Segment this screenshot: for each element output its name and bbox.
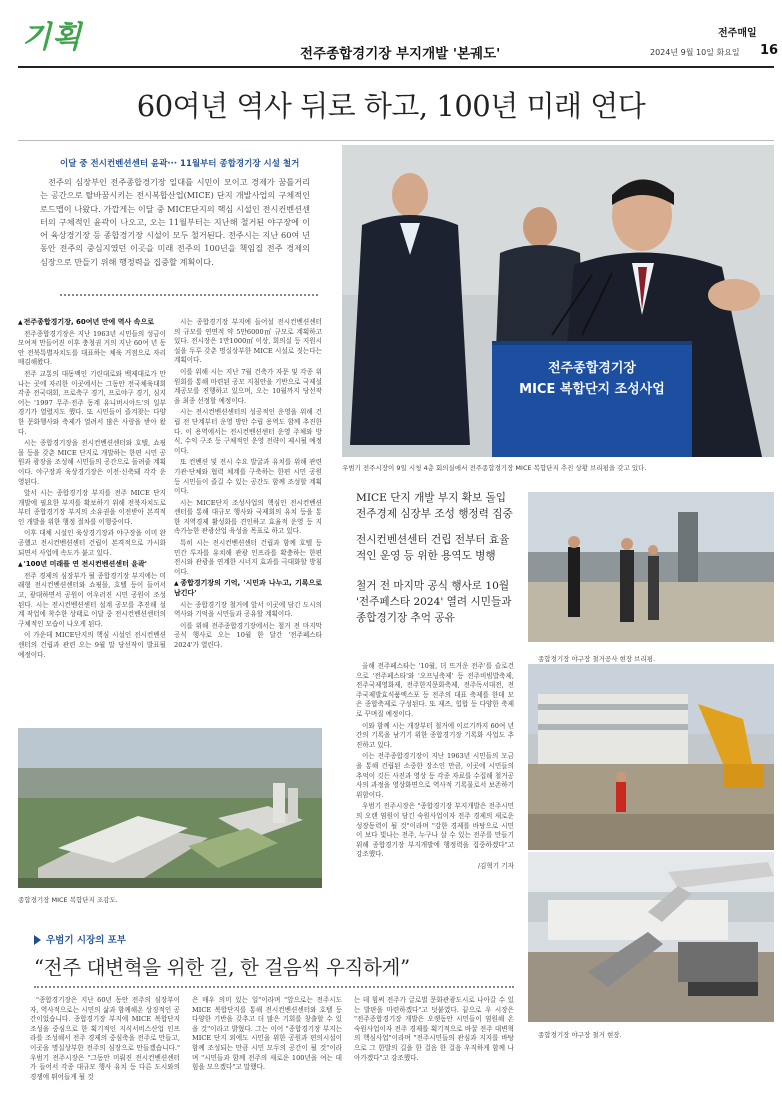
paragraph: 우범기 전주시장은 "종합경기장 부지개발은 전주시민의 오랜 염원이 담긴 숙원사업이자 전주 경제의 새로운 성장동력이 될 것"이라며 "강한 경제를 바탕으로 시민이 보다 빛나는 전주, 누구나 살 수 있는 전주를 만들기 위해 종합경기장 부지개발에 행정력을 집중하겠다"고 강조했다. (356, 802, 514, 859)
paragraph: 전주 경제의 심장부가 될 종합경기장 부지에는 미래형 전시컨벤션센터와 쇼핑몰, 호텔 등이 들어서고, 광대하면서 공원이 어우러진 시민 공원이 조성된다. 시는 전시컨벤션센터 설계 공모를 추진해 설계 작업에 착수한 상태로 이달 중 전시컨벤션센터의 구체적인 모습이 나오게 된다. (18, 571, 166, 628)
demolition-photo-2 (528, 664, 774, 850)
paragraph: "종합경기장은 지난 60년 동안 전주의 심장부이자, 역사적으로는 시민의 삶과 함께해온 상징적인 공간이었습니다. 종합경기장 부지에 MICE 복합단지 조성을 중심으로 한 획기적인 지식서비스산업 인프라를 조성해서 전주 경제의 중심축을 전주로 만들고, 이곳을 명실상부한 전주의 심장으로 만들겠습니다." 우범기 전주시장은 "그동안 미뤄진 전시컨벤션센터가 들어서 각종 대규모 행사 유치 등 다른 도시와의 경쟁에 뛰어들게 될 것 (30, 996, 180, 1081)
paragraph: 앞서 시는 종합경기장 부지를 전주 MICE 단지 개발에 필요한 부지를 확보하기 위해 전북자치도로부터 종합경기장 부지의 소유권을 이전받아 본격적인 개발을 위한 행정 절차를 이행중이다. (18, 489, 166, 526)
aerial-rendering-illustration (18, 728, 322, 888)
interview-divider (34, 986, 514, 988)
paper-name: 전주매일 (718, 28, 757, 39)
main-photo-caption: 우범기 전주시장이 9일 시청 4층 회의실에서 전주종합경기장 MICE 복합단지 추진 상황 브리핑을 갖고 있다. (342, 464, 647, 472)
paragraph: 시는 종합경기장 철거에 앞서 이곳에 담긴 도시의 역사와 기억을 시민들과 공유할 계획이다. (174, 600, 322, 619)
demolition-photo-1 (528, 492, 774, 642)
paragraph: 시는 종합경기장 부지에 들어설 전시컨벤션센터의 규모를 연면적 약 5만6000㎡ 규모로 계획하고 있다. 전시장은 1만1000㎡ 이상, 회의실 등 지원시설을 두루 갖춘 명실상부한 MICE 시설로 짓는다는 계획이다. (174, 318, 322, 365)
paragraph: 은 매우 의미 있는 일"이라며 "앞으로는 전주시도 MICE 복합단지를 통해 전시컨벤션센터와 호텔 등 다양한 기반을 갖추고 더 많은 기회를 창출할 수 있을 것"이라고 밝혔다. 그는 이어 "종합경기장 부지는 MICE 단지 외에도 시민을 위한 공원과 편의시설이 함께 조성되는 만큼 시민 모두의 공간이 될 것"이라며 "시민들과 함께 전주의 새로운 100년을 여는 데 힘을 모으겠다"고 말했다. (192, 996, 342, 1072)
issue-date: 2024년 9월 10일 화요일 (650, 48, 740, 57)
lead-paragraph: 전주의 심장부인 전주종합경기장 일대를 시민이 모이고 경제가 꿈틀거리는 공간으로 탈바꿈시키는 전시복합산업(MICE) 단지 개발사업의 구체적인 로드맵이 나왔다. 가깝게는 이달 중 MICE단지의 핵심 시설인 전시컨벤션센터의 구체적인 윤곽이 나오고, 오는 11월부터는 지난해 철거된 야구장에 이어 육상경기장 등 종합경기장 시설이 모두 철거된다. 전주시는 지난 60여 년 동안 전주의 중심지였던 이곳을 미래 전주의 100년을 책임질 전주 경제의 심장으로 만들기 위해 행정력을 집중할 계획이다. (40, 177, 310, 267)
briefing-scene-illustration (342, 145, 774, 457)
interview-label: 우범기 시장의 포부 (46, 935, 127, 946)
rendering-caption: 종합경기장 MICE 복합단지 조감도. (18, 896, 118, 904)
interview-column-3 (354, 996, 514, 1065)
title-rule (18, 140, 774, 141)
crosshead: ▲ 전주종합경기장, 60여년 만에 역사 속으로 (18, 318, 166, 328)
crosshead: ▲ '100년 미래를 연 전시컨벤션센터 윤곽' (18, 560, 166, 570)
side-headline-3: 철거 전 마지막 공식 행사로 10월 '전주페스타 2024' 열려 시민들과 종합경기장 추억 공유 (356, 580, 512, 624)
interview-column-1 (30, 996, 180, 1084)
crosshead: ▲ 종합경기장의 기억, '시민과 나누고, 기록으로 남긴다' (174, 579, 322, 598)
paragraph: 시는 MICE단지 조성사업의 핵심인 전시컨벤션센터를 통해 대규모 행사와 국제회의 유치 등을 통한 지역경제 활성화를 견인하고 효율적 운영 등 지속가능한 관광산업 육성을 목표로 하고 있다. (174, 498, 322, 536)
paragraph: 이를 위해 시는 지난 7월 건축가 자문 및 각종 위원회를 통해 마련된 공모 지침안을 기반으로 국제설계공모를 진행하고 있으며, 오는 10월까지 당선작을 최종 선정할 예정이다. (174, 367, 322, 405)
paragraph: 또 컨벤션 및 전시 수요 발굴과 유치를 위해 관련 기관·단체와 협력 체계를 구축하는 한편 시민 공원 등 시민들이 즐길 수 있는 공간도 함께 조성할 계획이다. (174, 458, 322, 496)
paragraph: 전주 교통의 대동맥인 기린대로와 백제대로가 만나는 곳에 자리한 이곳에서는 그동안 전국체육대회 각종 전국대회, 프로축구 경기, 프로야구 경기, 심지어는 '1997 무주·전주 동계 유니버시아드'의 일부 경기가 열렸지도 했다. 또 시민들이 즐겨찾는 다양한 문화행사와 축제가 열려서 많은 사랑을 받아 왔다. (18, 369, 166, 436)
paragraph: 시는 전시컨벤션센터의 성공적인 운영을 위해 건립 전 단계부터 운영 방안 수립 용역도 함께 추진한다. 이 용역에서는 전시컨벤션센터 운영 주체와 방식, 수익 구조 등 구체적인 운영 전략이 제시될 예정이다. (174, 408, 322, 455)
paragraph: 이를 위해 전주종합경기장에서는 철거 전 마지막 공식 행사로 오는 10월 한 달간 '전주페스타 2024'가 열린다. (174, 621, 322, 649)
paragraph: 특히 시는 전시컨벤션센터 건립과 함께 호텔 등 민간 투자를 유치해 관광 인프라를 확충하는 한편 전시와 관광을 연계한 시너지 효과를 극대화할 방침이다. (174, 539, 322, 576)
interview-quote-headline: “전주 대변혁을 위한 길, 한 걸음씩 우직하게” (34, 956, 410, 979)
paragraph: 올해 전주페스타는 '10월, 더 뜨거운 전주'를 슬로건으로 '전주페스타'와 '오프닝축제' 등 전주비빔밥축제, 전주국제영화제, 전주한지문화축제, 전주독서대전, 전주국제발효식품엑스포 등 전주의 대표 축제를 한데 모은 종합축제로 구성된다. 또 재즈, 힙합 등 다양한 축제로 꾸며질 예정이다. (356, 662, 514, 718)
page-number: 16 (760, 43, 779, 58)
podium-banner-line1: 전주종합경기장 (548, 361, 636, 376)
site-briefing-illustration (528, 492, 774, 642)
article-column-1 (18, 318, 166, 662)
header-rule (18, 66, 774, 68)
demolition-caption-2: 종합경기장 야구장 철거 현장. (538, 1031, 622, 1039)
paragraph: 시는 종합경기장을 전시컨벤션센터와 호텔, 쇼핑몰 등을 갖춘 MICE 단지로 개발하는 한편 시민 공원과 광장을 조성해 시민들의 공간으로 돌려줄 계획이다. 야구장과 육상경기장은 이전·신축돼 각각 운영된다. (18, 439, 166, 486)
byline: /김혁기 기자 (477, 861, 514, 870)
interview-column-2 (192, 996, 342, 1075)
main-photo (342, 145, 774, 457)
paragraph: 이후 대체 시설인 육상경기장과 야구장을 이미 완공했고 전시컨벤션센터 건립이 본격적으로 가시화되면서 사업에 속도가 붙고 있다. (18, 529, 166, 557)
paragraph: 이 가운데 MICE단지의 핵심 시설인 전시컨벤션센터의 건립과 관련 오는 9월 말 당선작이 발표될 예정이다. (18, 631, 166, 659)
section-title: 전주종합경기장 부지개발 '본궤도' (300, 46, 501, 62)
article-column-2 (174, 318, 322, 653)
paragraph: 는 데 힘써 전주가 글로벌 문화관광도시로 나아갈 수 있는 발판을 마련하겠다"고 덧붙였다. 끝으로 우 시장은 "전주종합경기장 개발은 오랫동안 시민들이 염원해 온 숙원사업이자 전주 경제를 획기적으로 바꿀 전주 대변혁의 핵심사업"이라며 "전주시민들의 관심과 지지를 바탕으로 그 한발의 길을 한 걸음 한 걸음 우직하게 함께 나아가겠다"고 강조했다. (354, 996, 514, 1062)
podium-banner-line2: MICE 복합단지 조성사업 (519, 382, 665, 397)
section-logo: 기획 (22, 20, 82, 55)
main-headline: 60여년 역사 뒤로 하고, 100년 미래 연다 (136, 89, 646, 123)
article-column-3 (356, 662, 514, 873)
interview-bullet (34, 935, 41, 945)
paragraph: 이와 함께 시는 개장부터 철거에 이르기까지 60여 년간의 기록을 남기기 위한 종합경기장 기록화 사업도 추진하고 있다. (356, 721, 514, 749)
demolition-photo-3 (528, 852, 774, 1022)
stadium-demolition-illustration (528, 664, 774, 850)
excavator-illustration (528, 852, 774, 1022)
paragraph: 이는 전주종합경기장이 지난 1963년 시민들의 모금을 통해 건립된 소중한 장소인 만큼, 이곳에 시민들의 추억이 깃든 사진과 영상 등 각종 자료를 수집해 철거공사의 과정을 영상화면으로 역사적 기록물로서 보존하기 위함이다. (356, 752, 514, 799)
demolition-caption-1: 종합경기장 야구장 철거공사 현장 브리핑. (538, 655, 656, 663)
side-headline-1: MICE 단지 개발 부지 확보 돌입 전주경제 심장부 조성 행정력 집중 (356, 492, 513, 520)
lead-divider (60, 294, 318, 296)
subtitle: 이달 중 전시컨벤션센터 윤곽··· 11월부터 종합경기장 시설 철거 (60, 159, 300, 169)
paragraph: 전주종합경기장은 지난 1963년 시민들의 성금이 모여져 만들어진 이후 충청권 거의 지난 60여 년 동안 전북특별자치도를 대표하는 체육 거점으로 자리매김해왔다. (18, 329, 166, 367)
mice-rendering-image (18, 728, 322, 888)
side-headline-2: 전시컨벤션센터 건립 전부터 효율적인 운영 등 위한 용역도 병행 (356, 534, 510, 562)
